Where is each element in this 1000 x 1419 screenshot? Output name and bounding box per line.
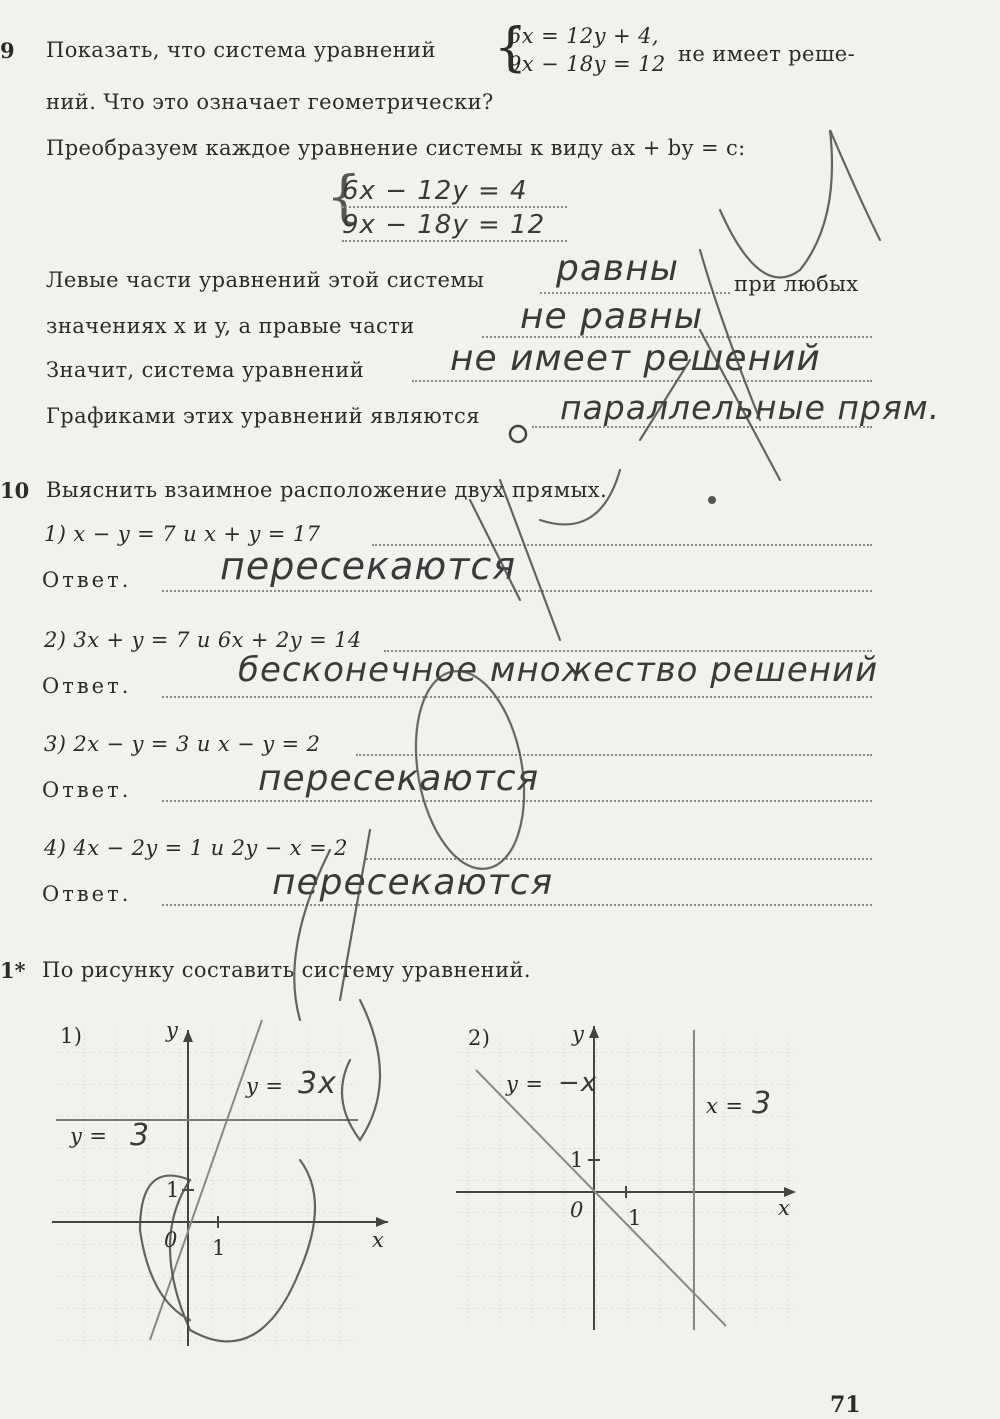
hw-eq1: 6x − 12y = 4 — [342, 176, 528, 206]
hw-eq2: 9x − 18y = 12 — [342, 210, 546, 240]
task11-title: По рисунку составить систему уравнений. — [42, 958, 531, 982]
row4-handwriting: параллельные прям. — [560, 388, 941, 427]
fig1-one-x: 1 — [212, 1236, 226, 1260]
task10-title: Выяснить взаимное расположение двух прямых. — [46, 478, 608, 502]
row2-label: значениях x и y, а правые части — [46, 314, 415, 338]
task9-eq1: 6x = 12y + 4, — [508, 24, 659, 48]
fig2-one-y: 1 — [570, 1148, 584, 1172]
fig1-x-arrow — [376, 1217, 388, 1227]
fig1-origin: 0 — [164, 1228, 178, 1252]
task9-number: 9 — [0, 38, 15, 63]
answer-3: пересекаются — [258, 758, 540, 799]
fig1-label: 1) — [60, 1024, 83, 1048]
hw-brace: { — [326, 165, 362, 230]
fig1-y-label: y — [166, 1018, 179, 1042]
fig1-one-y: 1 — [166, 1178, 180, 1202]
fig1-hline-hw: 3 — [130, 1118, 151, 1153]
fig1-x-label: x — [372, 1228, 385, 1252]
fig2-origin: 0 — [570, 1198, 584, 1222]
stray-dot — [708, 496, 716, 504]
task11-number: 1* — [0, 958, 26, 983]
answer-label: Ответ. — [42, 778, 132, 802]
fig2-label: 2) — [468, 1026, 491, 1050]
fig2-y-label: y — [572, 1022, 585, 1046]
fig2-vline-hw: 3 — [752, 1086, 773, 1121]
task10-q3: 3) 2x − y = 3 и x − y = 2 — [44, 732, 321, 756]
task9-line3: Преобразуем каждое уравнение системы к виду ax + by = c: — [46, 136, 746, 160]
task9-eq2: 9x − 18y = 12 — [508, 52, 666, 76]
fig2-one-x: 1 — [628, 1206, 642, 1230]
answer-label: Ответ. — [42, 674, 132, 698]
watermark-dot — [510, 426, 526, 442]
task10-q1: 1) x − y = 7 и x + y = 17 — [44, 522, 321, 546]
fig1-hline-label: y = — [70, 1124, 108, 1148]
row3-handwriting: не имеет решений — [450, 338, 821, 379]
task10-number: 10 — [0, 478, 30, 503]
answer-2: бесконечное множество решений — [238, 650, 879, 690]
task10-q4: 4) 4x − 2y = 1 и 2y − x = 2 — [44, 836, 348, 860]
system-brace: { — [494, 18, 528, 78]
row3-label: Значит, система уравнений — [46, 358, 365, 382]
task9-intro: Показать, что система уравнений — [46, 38, 436, 62]
row4-label: Графиками этих уравнений являются — [46, 404, 480, 428]
row1-label: Левые части уравнений этой системы — [46, 268, 485, 292]
row2-handwriting: не равны — [520, 296, 704, 337]
answer-label: Ответ. — [42, 882, 132, 906]
task9-tail: не имеет реше- — [678, 42, 856, 66]
fig2-line-hw: −x — [558, 1068, 598, 1098]
fig2-vline-label: x = — [706, 1094, 744, 1118]
figure-1 — [52, 1020, 388, 1346]
page-number: 71 — [830, 1392, 861, 1418]
answer-label: Ответ. — [42, 568, 132, 592]
fig1-line-label: y = — [246, 1074, 284, 1098]
task10-q2: 2) 3x + y = 7 и 6x + 2y = 14 — [44, 628, 362, 652]
row1-handwriting: равны — [556, 248, 680, 289]
fig1-line-hw: 3x — [298, 1066, 337, 1101]
answer-4: пересекаются — [272, 862, 554, 903]
fig2-line-label: y = — [506, 1072, 544, 1096]
answer-1: пересекаются — [220, 544, 517, 588]
task9-line2: ний. Что это означает геометрически? — [46, 90, 494, 114]
fig2-x-label: x — [778, 1196, 791, 1220]
row1-tail: при любых — [734, 272, 859, 296]
